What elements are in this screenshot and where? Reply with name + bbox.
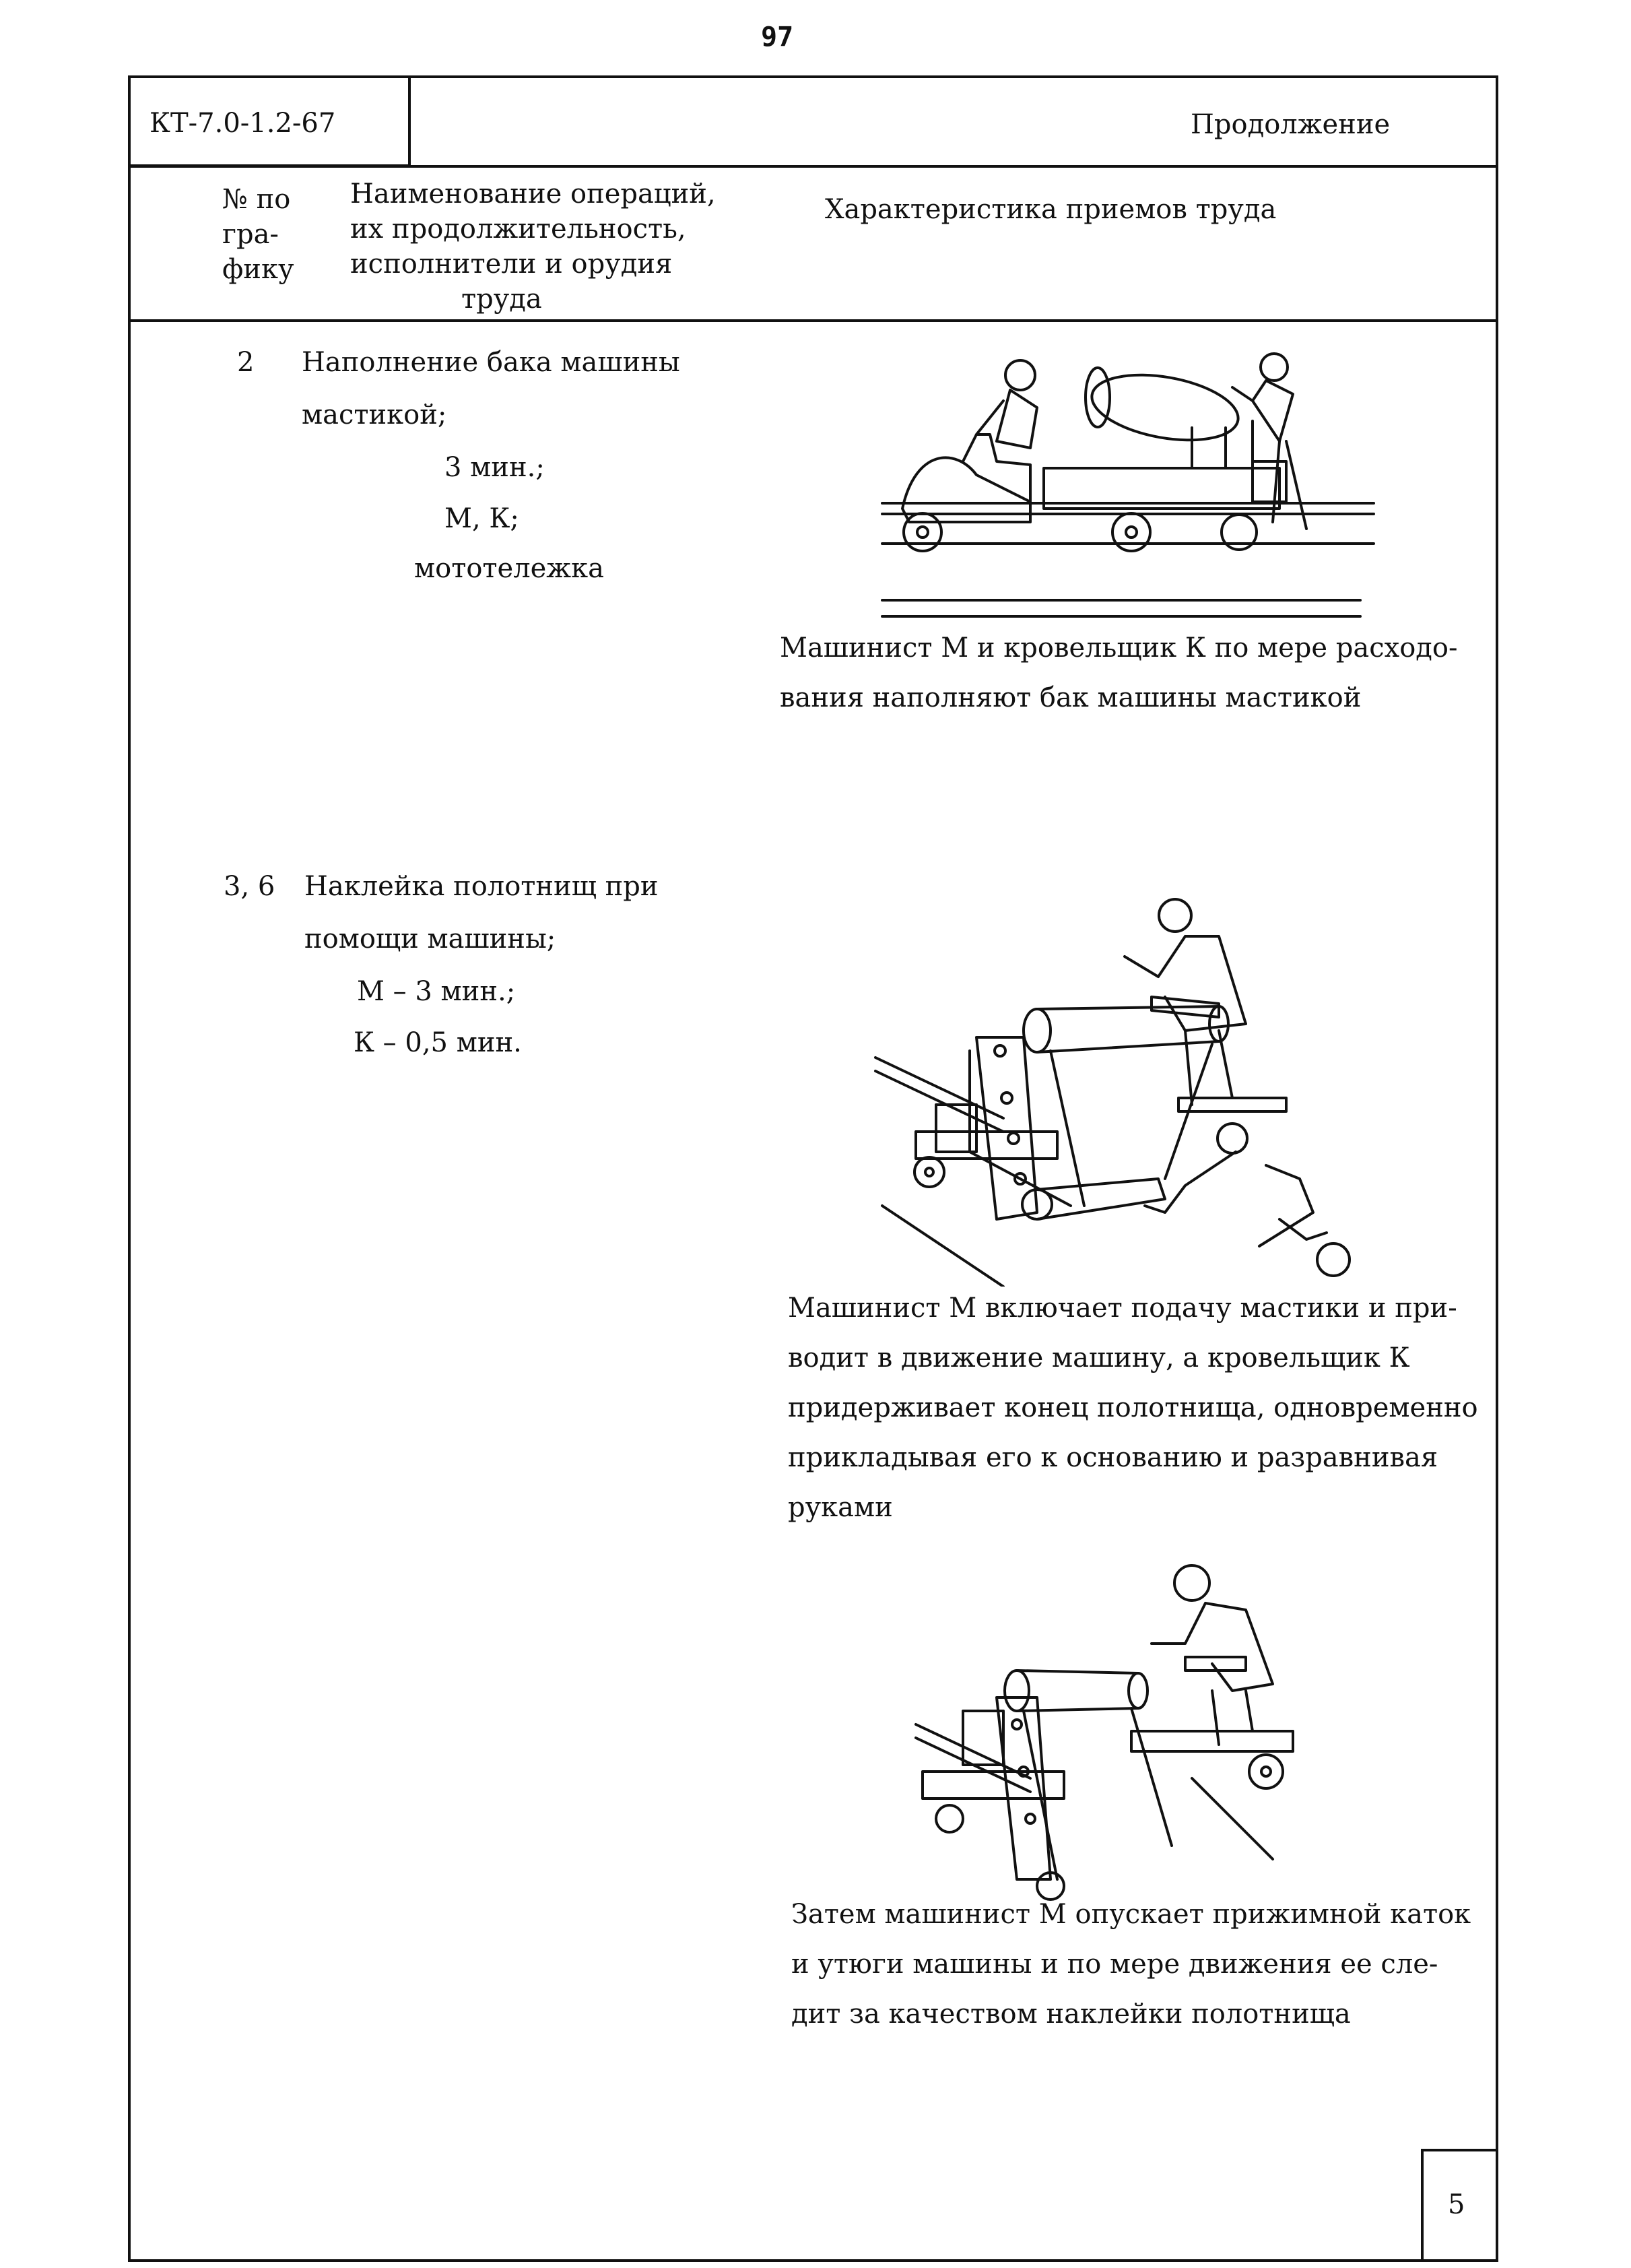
caption	[788, 1283, 1478, 1532]
col2-header-line: труда	[461, 284, 542, 315]
col1-header-line: гра-	[222, 219, 279, 250]
col1-header	[222, 182, 294, 287]
operation-name-line: помощи машины;	[304, 924, 556, 954]
duration: 3 мин.;	[444, 452, 545, 483]
caption-line: Машинист М и кровельщик К по мере расходо-	[780, 633, 1458, 663]
col3-header: Характеристика приемов труда	[825, 194, 1277, 225]
operation-name-line: Наклейка полотнищ при	[304, 871, 659, 902]
col2-header-line: Наименование операций,	[350, 179, 716, 209]
scooter-refill-illustration	[875, 347, 1380, 623]
header-rule-bottom	[128, 319, 1498, 322]
caption-line: водит в движение машину, а кровельщик К	[788, 1342, 1410, 1373]
col2-header-line: исполнители и орудия	[350, 249, 673, 280]
caption-line: дит за качеством наклейки полотнища	[791, 1999, 1351, 2030]
caption-line: Затем машинист М опускает прижимной каток	[791, 1899, 1471, 1930]
press-roller-illustration	[896, 1556, 1380, 1906]
duration-machinist: М – 3 мин.;	[357, 976, 516, 1007]
header-rule-top	[128, 165, 1498, 168]
caption-line: придерживает конец полотнища, одновременно	[788, 1392, 1478, 1423]
doc-code: КТ-7.0-1.2-67	[149, 108, 336, 139]
operation-name-line: Наполнение бака машины	[302, 347, 680, 378]
col1-header-line: фику	[222, 254, 294, 285]
caption-line: руками	[788, 1492, 893, 1523]
roll-gluing-illustration	[869, 896, 1380, 1287]
workers: М, К;	[444, 503, 519, 534]
page-number: 97	[761, 22, 794, 53]
caption-line: вания наполняют бак машины мастикой	[780, 682, 1362, 713]
caption	[791, 1889, 1471, 2039]
caption-line: Машинист М включает подачу мастики и при-	[788, 1293, 1457, 1324]
caption-line: и утюги машины и по мере движения ее сле-	[791, 1949, 1438, 1980]
col2-header-line: их продолжительность,	[350, 214, 686, 245]
operation-name-line: мастикой;	[302, 399, 447, 430]
duration-roofer: К – 0,5 мин.	[354, 1027, 522, 1058]
row-number: 2	[237, 347, 255, 378]
col2-header	[350, 176, 727, 317]
caption-line: прикладывая его к основанию и разравнивая	[788, 1442, 1438, 1473]
tools: мототележка	[414, 553, 604, 584]
col1-header-line: № по	[222, 184, 291, 215]
caption	[780, 623, 1458, 723]
row-number: 3, 6	[224, 871, 275, 902]
continuation-label: Продолжение	[1191, 109, 1391, 140]
sheet-number: 5	[1448, 2189, 1465, 2220]
